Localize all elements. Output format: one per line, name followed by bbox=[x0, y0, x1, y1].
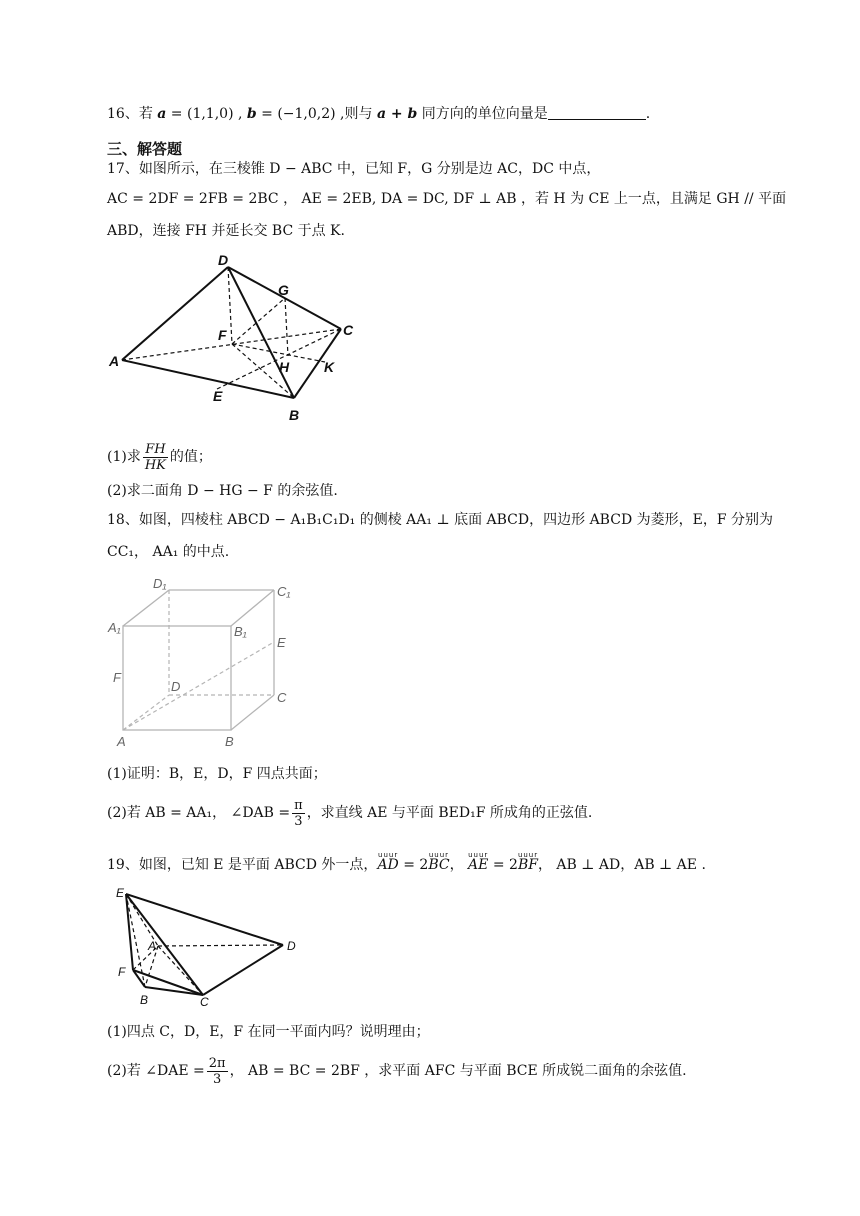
q16-vector-a: a bbox=[157, 106, 167, 122]
q19-fraction bbox=[207, 1056, 228, 1087]
q17-label-B: B bbox=[289, 407, 300, 423]
q16-vector-b: b bbox=[246, 106, 257, 122]
q19-prefix: 19、如图，已知 E 是平面 ABCD 外一点， bbox=[107, 857, 378, 873]
q19-label-C: C bbox=[200, 995, 209, 1009]
q18-label-E: E bbox=[277, 635, 286, 650]
q18-label-D1: D₁ bbox=[153, 576, 167, 591]
q18-fraction-numerator: π bbox=[294, 797, 303, 813]
q19-part2-suffix: ， AB = BC = 2BF ，求平面 AFC 与平面 BCE 所成锐二面角的余弦值. bbox=[229, 1063, 687, 1079]
q17-label-E: E bbox=[213, 388, 223, 404]
q17-line3: ABD，连接 FH 并延长交 BC 于点 K. bbox=[107, 223, 345, 239]
q16-a-value: = (1,1,0) , bbox=[166, 106, 243, 122]
vector-arrow-icon: uuur bbox=[468, 851, 489, 859]
q19-label-A: A bbox=[148, 939, 157, 953]
q17-label-D: D bbox=[218, 252, 229, 268]
q18-label-A1: A₁ bbox=[108, 620, 121, 635]
q18-part2 bbox=[107, 796, 592, 830]
q19-vector-BF-label: BF bbox=[517, 857, 538, 873]
q19-vector-BF bbox=[517, 851, 539, 874]
q17-line1: 17、如图所示，在三棱锥 D − ABC 中，已知 F，G 分别是边 AC，DC 中点， bbox=[107, 161, 601, 177]
q19-part2-prefix: (2)若 ∠DAE = bbox=[107, 1063, 205, 1079]
q16-period: . bbox=[645, 106, 651, 122]
q19-fraction-denominator: 3 bbox=[213, 1071, 222, 1087]
q19-vector-BC bbox=[428, 851, 450, 874]
q16-number: 16、若 bbox=[107, 106, 153, 122]
q17-part1-prefix: (1)求 bbox=[107, 449, 141, 465]
q18-label-F: F bbox=[113, 670, 121, 685]
q18-label-D: D bbox=[171, 679, 181, 694]
q18-fraction bbox=[292, 798, 305, 829]
q18-part1: (1)证明：B，E，D，F 四点共面； bbox=[107, 766, 327, 782]
q16-vector-sum: a + b bbox=[376, 106, 418, 122]
q17-label-C: C bbox=[343, 322, 354, 338]
q19-label-F: F bbox=[118, 965, 126, 979]
q19-label-E: E bbox=[116, 886, 125, 900]
q19-vector-BC-label: BC bbox=[428, 857, 450, 873]
q18-part2-prefix: (2)若 AB = AA₁， ∠DAB = bbox=[107, 805, 291, 821]
q17-label-G: G bbox=[278, 282, 289, 298]
q18-fraction-denominator: 3 bbox=[294, 813, 303, 829]
q19-eq1: = 2 bbox=[398, 857, 429, 873]
q19-suffix: ， AB ⊥ AD，AB ⊥ AE . bbox=[537, 857, 706, 873]
q19-solid-figure bbox=[110, 880, 310, 1010]
q16-line bbox=[107, 105, 650, 123]
q19-label-B: B bbox=[140, 993, 149, 1007]
section-heading: 三、解答题 bbox=[107, 140, 183, 158]
q17-part1 bbox=[107, 440, 212, 474]
vector-arrow-icon: uuur bbox=[428, 851, 450, 859]
vector-arrow-icon: uuur bbox=[517, 851, 539, 859]
q17-fraction-numerator: FH bbox=[143, 442, 168, 458]
q18-part2-suffix: ，求直线 AE 与平面 BED₁F 所成角的正弦值. bbox=[306, 805, 593, 821]
q19-label-D: D bbox=[287, 939, 296, 953]
q17-label-H: H bbox=[279, 359, 290, 375]
q18-label-A: A bbox=[117, 734, 126, 749]
q19-fraction-numerator: 2π bbox=[208, 1055, 226, 1071]
q17-fraction bbox=[143, 442, 168, 473]
q18-line2: CC₁， AA₁ 的中点. bbox=[107, 544, 230, 560]
q17-fraction-denominator: HK bbox=[144, 457, 166, 473]
q18-label-B: B bbox=[225, 734, 234, 749]
q19-eq2: = 2 bbox=[488, 857, 518, 873]
q19-vector-AE-label: AE bbox=[468, 857, 489, 873]
q17-line2: AC = 2DF = 2FB = 2BC ， AE = 2EB, DA = DC, DF ⊥ AB ，若 H 为 CE 上一点，且满足 GH // 平面 bbox=[107, 191, 787, 207]
q16-b-value: = (−1,0,2) ,则与 bbox=[256, 106, 373, 122]
q18-line1: 18、如图，四棱柱 ABCD − A₁B₁C₁D₁ 的侧棱 AA₁ ⊥ 底面 ABCD，四边形 ABCD 为菱形，E，F 分别为 bbox=[107, 512, 773, 528]
q19-vector-AD bbox=[377, 851, 399, 874]
q18-label-B1: B₁ bbox=[234, 624, 247, 639]
q16-question: 同方向的单位向量是 bbox=[417, 106, 548, 122]
q17-label-K: K bbox=[324, 359, 335, 375]
q18-label-C: C bbox=[277, 690, 287, 705]
q17-part1-suffix: 的值； bbox=[169, 449, 212, 465]
q19-line1: 19、如图，已知 E 是平面 ABCD 外一点， uuur AD = 2 uuur BC， uuur AE = 2 uuur BF， AB ⊥ AD，AB ⊥ AE . bbox=[107, 856, 706, 874]
q19-part1: (1)四点 C，D，E，F 在同一平面内吗？说明理由； bbox=[107, 1024, 430, 1040]
q17-label-F: F bbox=[218, 327, 227, 343]
q17-part2: (2)求二面角 D − HG − F 的余弦值. bbox=[107, 483, 338, 499]
q18-label-C1: C₁ bbox=[277, 584, 291, 599]
q16-answer-blank bbox=[548, 105, 646, 120]
q19-vector-AE bbox=[468, 851, 489, 874]
q19-vector-AD-label: AD bbox=[377, 857, 399, 873]
q17-tetrahedron-figure bbox=[105, 248, 370, 428]
q18-prism-figure bbox=[105, 570, 305, 755]
q17-label-A: A bbox=[109, 353, 120, 369]
vector-arrow-icon: uuur bbox=[378, 851, 399, 859]
q19-part2 bbox=[107, 1054, 687, 1088]
